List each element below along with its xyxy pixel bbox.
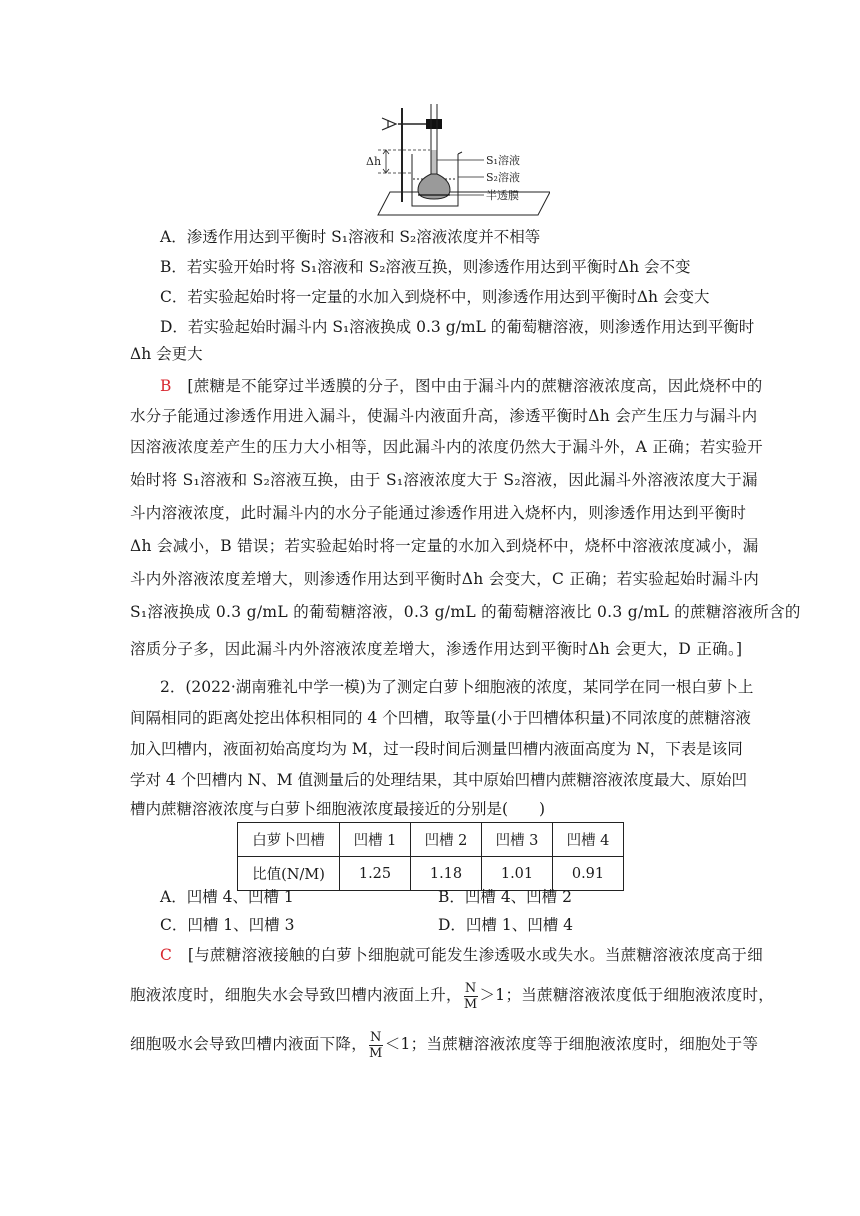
q2-option-b: B．凹槽 4、凹槽 2 [438, 888, 572, 906]
table-header-cell: 白萝卜凹槽 [238, 823, 340, 857]
q1-option-c: C．若实验起始时将一定量的水加入到烧杯中，则渗透作用达到平衡时Δh 会变大 [160, 288, 710, 306]
q1-option-a: A．渗透作用达到平衡时 S₁溶液和 S₂溶液浓度并不相等 [160, 228, 541, 246]
q1-explanation-3: 因溶液浓度差产生的压力大小相等，因此漏斗内的浓度仍然大于漏斗外，A 正确；若实验开 [130, 438, 763, 456]
q2-option-d: D．凹槽 1、凹槽 4 [438, 916, 574, 934]
table-header-cell: 凹槽 1 [340, 823, 411, 857]
q1-option-d: D．若实验起始时漏斗内 S₁溶液换成 0.3 g/mL 的葡萄糖溶液，则渗透作用达到平衡时 [160, 318, 755, 336]
q1-option-b: B．若实验开始时将 S₁溶液和 S₂溶液互换，则渗透作用达到平衡时Δh 会不变 [160, 258, 691, 276]
q2-explanation-2 [130, 975, 774, 1015]
q2-answer-letter: C [160, 946, 173, 964]
n-over-m-fraction [369, 1030, 383, 1061]
table-header-row [238, 823, 624, 857]
q2-explanation-3-post: ＜1；当蔗糖溶液浓度等于细胞液浓度时，细胞处于等 [384, 1035, 759, 1053]
q1-answer-letter: B [160, 377, 172, 395]
q1-answer-line-1 [160, 375, 763, 397]
tube-liquid [432, 150, 437, 174]
base-plate [378, 192, 550, 215]
q2-explanation-3-pre: 细胞吸水会导致凹槽内液面下降， [130, 1035, 368, 1053]
membrane-label: 半透膜 [486, 189, 519, 202]
q2-stem-3: 加入凹槽内，液面初始高度均为 M，过一段时间后测量凹槽内液面高度为 N，下表是该同 [130, 740, 743, 758]
delta-h-label: Δh [366, 155, 382, 168]
clamp-block [426, 119, 442, 129]
q1-explanation-4: 始时将 S₁溶液和 S₂溶液互换，由于 S₁溶液浓度大于 S₂溶液，因此漏斗外溶液浓度大于漏 [130, 471, 758, 489]
n-over-m-fraction [464, 981, 478, 1012]
q2-stem-2: 间隔相同的距离处挖出体积相同的 4 个凹槽，取等量(小于凹槽体积量)不同浓度的蔗糖溶液 [130, 709, 751, 727]
q2-option-c: C．凹槽 1、凹槽 3 [160, 916, 295, 934]
table-row-label: 比值(N/M) [238, 857, 340, 891]
fraction-numerator: N [464, 980, 477, 996]
q1-explanation-9: 溶质分子多，因此漏斗内外溶液浓度差增大，渗透作用达到平衡时Δh 会更大，D 正确。] [130, 640, 743, 658]
table-cell: 1.18 [411, 857, 482, 891]
ratio-table [237, 822, 624, 891]
q2-explanation-3 [130, 1024, 758, 1064]
table-cell: 1.25 [340, 857, 411, 891]
table-header-cell: 凹槽 4 [553, 823, 624, 857]
s1-solution-label: S₁溶液 [486, 154, 520, 167]
fraction-numerator: N [370, 1029, 382, 1045]
q1-explanation-7: 斗内外溶液浓度差增大，则渗透作用达到平衡时Δh 会变大，C 正确；若实验起始时漏斗内 [130, 570, 759, 588]
q1-option-d-cont: Δh 会更大 [130, 345, 203, 363]
table-header-cell: 凹槽 3 [482, 823, 553, 857]
q2-explanation-2-pre: 胞液浓度时，细胞失水会导致凹槽内液面上升， [130, 986, 462, 1004]
q1-explanation-6: Δh 会减小，B 错误；若实验起始时将一定量的水加入到烧杯中，烧杯中溶液浓度减小，漏 [130, 537, 759, 555]
q1-explanation-1: [蔗糖是不能穿过半透膜的分子，图中由于漏斗内的蔗糖溶液浓度高，因此烧杯中的 [187, 377, 763, 395]
table-header-cell: 凹槽 2 [411, 823, 482, 857]
q1-explanation-5: 斗内溶液浓度，此时漏斗内的水分子能通过渗透作用进入烧杯内，则渗透作用达到平衡时 [130, 504, 747, 522]
q2-stem-5: 槽内蔗糖溶液浓度与白萝卜细胞液浓度最接近的分别是( ) [130, 800, 546, 818]
clamp-screw [382, 118, 396, 130]
fraction-denominator: M [463, 996, 478, 1012]
q2-stem-1: 2．(2022·湖南雅礼中学一模)为了测定白萝卜细胞液的浓度，某同学在同一根白萝卜上 [160, 678, 754, 696]
osmosis-apparatus-figure [360, 100, 550, 218]
fraction-denominator: M [369, 1045, 383, 1061]
q2-stem-4: 学对 4 个凹槽内 N、M 值测量后的处理结果，其中原始凹槽内蔗糖溶液浓度最大、原始凹 [130, 771, 748, 789]
q2-explanation-2-post: ＞1；当蔗糖溶液浓度低于细胞液浓度时， [479, 986, 775, 1004]
q1-explanation-2: 水分子能通过渗透作用进入漏斗，使漏斗内液面升高，渗透平衡时Δh 会产生压力与漏斗内 [130, 407, 758, 425]
s2-solution-label: S₂溶液 [486, 171, 520, 184]
table-cell: 0.91 [553, 857, 624, 891]
q2-option-a: A．凹槽 4、凹槽 1 [160, 888, 294, 906]
q2-answer-line-1 [160, 944, 763, 966]
q1-explanation-8: S₁溶液换成 0.3 g/mL 的葡萄糖溶液，0.3 g/mL 的葡萄糖溶液比 0.3 g/mL 的蔗糖溶液所含的 [130, 603, 801, 621]
q2-explanation-1: [与蔗糖溶液接触的白萝卜细胞就可能发生渗透吸水或失水。当蔗糖溶液浓度高于细 [187, 946, 764, 964]
table-cell: 1.01 [482, 857, 553, 891]
